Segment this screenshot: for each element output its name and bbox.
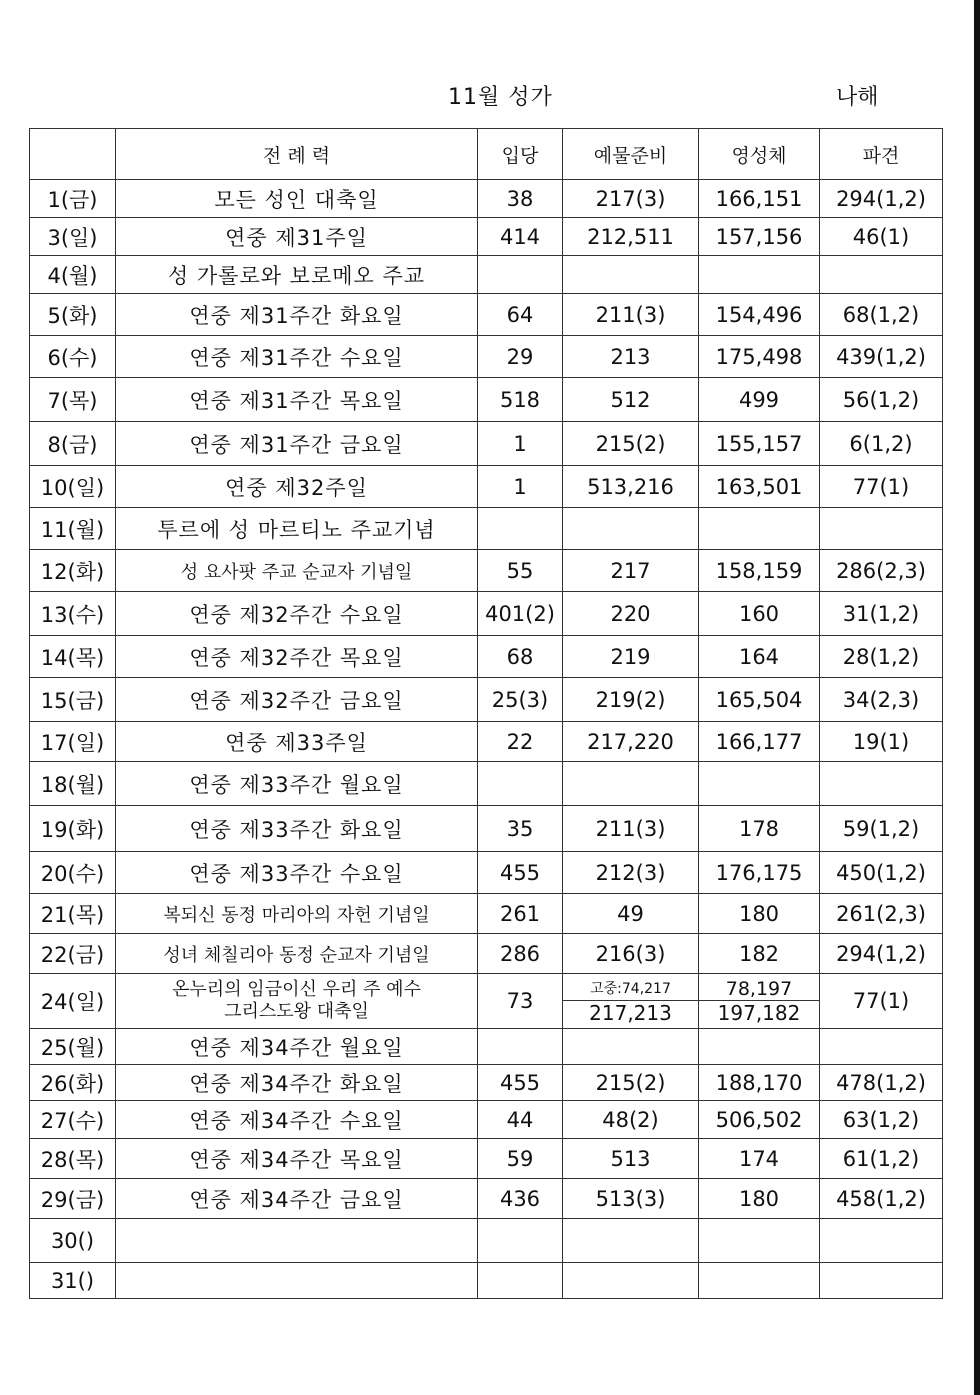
liturgy-cell: 성 가롤로와 보로메오 주교 xyxy=(116,256,478,294)
offertory-cell: 220 xyxy=(563,592,699,636)
offertory-cell: 513(3) xyxy=(563,1179,699,1219)
date-cell: 14(목) xyxy=(30,636,116,678)
entrance-cell: 73 xyxy=(478,974,563,1029)
date-cell: 26(화) xyxy=(30,1065,116,1101)
hymn-schedule-table xyxy=(29,128,943,1299)
communion-cell: 178 xyxy=(699,806,820,852)
table-row xyxy=(30,1263,943,1299)
offertory-cell: 215(2) xyxy=(563,422,699,466)
date-cell: 12(화) xyxy=(30,550,116,592)
offertory-cell: 217 xyxy=(563,550,699,592)
communion-cell: 174 xyxy=(699,1139,820,1179)
entrance-cell: 455 xyxy=(478,1065,563,1101)
entrance-cell: 55 xyxy=(478,550,563,592)
liturgy-cell: 성녀 체칠리아 동정 순교자 기념일 xyxy=(116,934,478,974)
offertory-cell xyxy=(563,256,699,294)
date-cell: 13(수) xyxy=(30,592,116,636)
page-edge xyxy=(974,0,980,1395)
table-row xyxy=(30,294,943,336)
dismissal-cell: 28(1,2) xyxy=(820,636,943,678)
table-row xyxy=(30,550,943,592)
liturgy-cell: 연중 제34주간 월요일 xyxy=(116,1029,478,1065)
table-row xyxy=(30,1179,943,1219)
communion-cell: 166,151 xyxy=(699,180,820,218)
offertory-cell xyxy=(563,1263,699,1299)
liturgy-cell: 연중 제33주간 수요일 xyxy=(116,852,478,894)
communion-cell: 163,501 xyxy=(699,466,820,508)
dismissal-cell: 68(1,2) xyxy=(820,294,943,336)
liturgy-cell xyxy=(116,1263,478,1299)
liturgy-cell: 연중 제34주간 목요일 xyxy=(116,1139,478,1179)
date-cell: 10(일) xyxy=(30,466,116,508)
offertory-cell: 219(2) xyxy=(563,678,699,722)
date-cell: 31() xyxy=(30,1263,116,1299)
date-cell: 1(금) xyxy=(30,180,116,218)
dismissal-cell xyxy=(820,256,943,294)
communion-cell: 499 xyxy=(699,378,820,422)
offertory-cell xyxy=(563,508,699,550)
table-row xyxy=(30,894,943,934)
communion-cell xyxy=(699,974,820,1029)
table-row xyxy=(30,1101,943,1139)
offertory-cell: 513 xyxy=(563,1139,699,1179)
dismissal-cell: 77(1) xyxy=(820,466,943,508)
communion-cell xyxy=(699,508,820,550)
table-row xyxy=(30,806,943,852)
dismissal-cell: 56(1,2) xyxy=(820,378,943,422)
communion-cell: 166,177 xyxy=(699,722,820,762)
table-row xyxy=(30,256,943,294)
liturgy-cell: 성 요사팟 주교 순교자 기념일 xyxy=(116,550,478,592)
dismissal-cell: 458(1,2) xyxy=(820,1179,943,1219)
liturgy-cell: 연중 제32주간 금요일 xyxy=(116,678,478,722)
header-date xyxy=(30,129,116,180)
date-cell: 4(월) xyxy=(30,256,116,294)
liturgy-cell xyxy=(116,1219,478,1263)
offertory-cell: 212(3) xyxy=(563,852,699,894)
communion-cell: 165,504 xyxy=(699,678,820,722)
liturgy-cell xyxy=(116,974,478,1029)
dismissal-cell: 439(1,2) xyxy=(820,336,943,378)
page-title: 11월 성가 xyxy=(448,85,553,110)
communion-cell: 182 xyxy=(699,934,820,974)
date-cell: 28(목) xyxy=(30,1139,116,1179)
offertory-cell: 213 xyxy=(563,336,699,378)
liturgy-cell: 연중 제31주간 화요일 xyxy=(116,294,478,336)
communion-cell: 175,498 xyxy=(699,336,820,378)
table-row xyxy=(30,180,943,218)
communion-cell xyxy=(699,1263,820,1299)
offertory-cell xyxy=(563,762,699,806)
communion-cell: 164 xyxy=(699,636,820,678)
liturgy-cell: 연중 제34주간 금요일 xyxy=(116,1179,478,1219)
communion-cell: 160 xyxy=(699,592,820,636)
table-row xyxy=(30,422,943,466)
offertory-bottom: 217,213 xyxy=(589,1000,672,1025)
table-row xyxy=(30,508,943,550)
offertory-cell xyxy=(563,1029,699,1065)
communion-cell xyxy=(699,1219,820,1263)
table-row xyxy=(30,934,943,974)
dismissal-cell xyxy=(820,762,943,806)
entrance-cell xyxy=(478,256,563,294)
table-row xyxy=(30,1219,943,1263)
table-row xyxy=(30,722,943,762)
entrance-cell: 436 xyxy=(478,1179,563,1219)
date-cell: 27(수) xyxy=(30,1101,116,1139)
date-cell: 11(월) xyxy=(30,508,116,550)
table-row-special xyxy=(30,974,943,1029)
dismissal-cell: 294(1,2) xyxy=(820,180,943,218)
dismissal-cell xyxy=(820,1029,943,1065)
offertory-cell: 215(2) xyxy=(563,1065,699,1101)
entrance-cell: 261 xyxy=(478,894,563,934)
dismissal-cell: 46(1) xyxy=(820,218,943,256)
date-cell: 29(금) xyxy=(30,1179,116,1219)
date-cell: 24(일) xyxy=(30,974,116,1029)
dismissal-cell: 478(1,2) xyxy=(820,1065,943,1101)
table-row xyxy=(30,378,943,422)
table-row xyxy=(30,466,943,508)
offertory-cell: 211(3) xyxy=(563,294,699,336)
entrance-cell xyxy=(478,1219,563,1263)
dismissal-cell: 77(1) xyxy=(820,974,943,1029)
header-liturgy: 전 례 력 xyxy=(116,129,478,180)
entrance-cell: 25(3) xyxy=(478,678,563,722)
table-row xyxy=(30,636,943,678)
liturgy-cell: 모든 성인 대축일 xyxy=(116,180,478,218)
offertory-cell xyxy=(563,1219,699,1263)
table-row xyxy=(30,1065,943,1101)
dismissal-cell: 6(1,2) xyxy=(820,422,943,466)
liturgy-line-1: 온누리의 임금이신 우리 주 예수 xyxy=(172,979,421,1000)
offertory-cell: 219 xyxy=(563,636,699,678)
communion-top: 78,197 xyxy=(699,978,819,1001)
dismissal-cell: 59(1,2) xyxy=(820,806,943,852)
entrance-cell: 518 xyxy=(478,378,563,422)
table-row xyxy=(30,678,943,722)
dismissal-cell xyxy=(820,1263,943,1299)
offertory-cell xyxy=(563,974,699,1029)
offertory-cell: 48(2) xyxy=(563,1101,699,1139)
communion-cell: 154,496 xyxy=(699,294,820,336)
entrance-cell: 35 xyxy=(478,806,563,852)
entrance-cell: 286 xyxy=(478,934,563,974)
dismissal-cell: 34(2,3) xyxy=(820,678,943,722)
table-row xyxy=(30,592,943,636)
date-cell: 22(금) xyxy=(30,934,116,974)
dismissal-cell: 261(2,3) xyxy=(820,894,943,934)
entrance-cell: 455 xyxy=(478,852,563,894)
offertory-top: 고중:74,217 xyxy=(563,978,698,1001)
offertory-cell: 212,511 xyxy=(563,218,699,256)
communion-cell: 155,157 xyxy=(699,422,820,466)
communion-cell: 506,502 xyxy=(699,1101,820,1139)
entrance-cell xyxy=(478,762,563,806)
entrance-cell: 414 xyxy=(478,218,563,256)
liturgy-cell: 연중 제31주간 수요일 xyxy=(116,336,478,378)
entrance-cell: 1 xyxy=(478,466,563,508)
entrance-cell: 68 xyxy=(478,636,563,678)
entrance-cell: 1 xyxy=(478,422,563,466)
communion-cell xyxy=(699,1029,820,1065)
date-cell: 3(일) xyxy=(30,218,116,256)
communion-cell xyxy=(699,762,820,806)
offertory-cell: 216(3) xyxy=(563,934,699,974)
communion-cell: 157,156 xyxy=(699,218,820,256)
entrance-cell: 44 xyxy=(478,1101,563,1139)
table-row xyxy=(30,762,943,806)
header-offertory: 예물준비 xyxy=(563,129,699,180)
table-header-row xyxy=(30,129,943,180)
dismissal-cell: 286(2,3) xyxy=(820,550,943,592)
date-cell: 25(월) xyxy=(30,1029,116,1065)
dismissal-cell: 31(1,2) xyxy=(820,592,943,636)
communion-cell: 180 xyxy=(699,1179,820,1219)
liturgy-cell: 연중 제31주일 xyxy=(116,218,478,256)
offertory-cell: 49 xyxy=(563,894,699,934)
dismissal-cell xyxy=(820,1219,943,1263)
liturgy-cell: 연중 제34주간 수요일 xyxy=(116,1101,478,1139)
liturgy-cell: 복되신 동정 마리아의 자헌 기념일 xyxy=(116,894,478,934)
year-cycle-label: 나해 xyxy=(836,85,879,110)
entrance-cell: 64 xyxy=(478,294,563,336)
communion-bottom: 197,182 xyxy=(717,1000,801,1025)
liturgy-cell: 연중 제33주일 xyxy=(116,722,478,762)
dismissal-cell xyxy=(820,508,943,550)
dismissal-cell: 294(1,2) xyxy=(820,934,943,974)
entrance-cell: 38 xyxy=(478,180,563,218)
liturgy-cell: 연중 제31주간 목요일 xyxy=(116,378,478,422)
liturgy-cell: 연중 제33주간 월요일 xyxy=(116,762,478,806)
header-dismissal: 파견 xyxy=(820,129,943,180)
header-communion: 영성체 xyxy=(699,129,820,180)
offertory-cell: 211(3) xyxy=(563,806,699,852)
entrance-cell xyxy=(478,1029,563,1065)
date-cell: 8(금) xyxy=(30,422,116,466)
liturgy-line-2: 그리스도왕 대축일 xyxy=(224,1001,369,1022)
liturgy-cell: 연중 제32주일 xyxy=(116,466,478,508)
entrance-cell xyxy=(478,508,563,550)
date-cell: 15(금) xyxy=(30,678,116,722)
date-cell: 30() xyxy=(30,1219,116,1263)
date-cell: 7(목) xyxy=(30,378,116,422)
date-cell: 5(화) xyxy=(30,294,116,336)
table-row xyxy=(30,852,943,894)
date-cell: 6(수) xyxy=(30,336,116,378)
offertory-cell: 217,220 xyxy=(563,722,699,762)
dismissal-cell: 63(1,2) xyxy=(820,1101,943,1139)
entrance-cell: 22 xyxy=(478,722,563,762)
liturgy-cell: 연중 제31주간 금요일 xyxy=(116,422,478,466)
offertory-cell: 512 xyxy=(563,378,699,422)
offertory-cell: 217(3) xyxy=(563,180,699,218)
entrance-cell: 59 xyxy=(478,1139,563,1179)
communion-cell: 176,175 xyxy=(699,852,820,894)
date-cell: 19(화) xyxy=(30,806,116,852)
liturgy-cell: 연중 제33주간 화요일 xyxy=(116,806,478,852)
communion-cell: 158,159 xyxy=(699,550,820,592)
liturgy-cell: 투르에 성 마르티노 주교기념 xyxy=(116,508,478,550)
entrance-cell xyxy=(478,1263,563,1299)
entrance-cell: 29 xyxy=(478,336,563,378)
table-row xyxy=(30,336,943,378)
dismissal-cell: 450(1,2) xyxy=(820,852,943,894)
header-entrance: 입당 xyxy=(478,129,563,180)
date-cell: 21(목) xyxy=(30,894,116,934)
date-cell: 17(일) xyxy=(30,722,116,762)
offertory-cell: 513,216 xyxy=(563,466,699,508)
liturgy-cell: 연중 제34주간 화요일 xyxy=(116,1065,478,1101)
dismissal-cell: 19(1) xyxy=(820,722,943,762)
date-cell: 18(월) xyxy=(30,762,116,806)
liturgy-cell: 연중 제32주간 목요일 xyxy=(116,636,478,678)
table-row xyxy=(30,1029,943,1065)
communion-cell: 180 xyxy=(699,894,820,934)
date-cell: 20(수) xyxy=(30,852,116,894)
communion-cell xyxy=(699,256,820,294)
communion-cell: 188,170 xyxy=(699,1065,820,1101)
dismissal-cell: 61(1,2) xyxy=(820,1139,943,1179)
entrance-cell: 401(2) xyxy=(478,592,563,636)
liturgy-cell: 연중 제32주간 수요일 xyxy=(116,592,478,636)
table-row xyxy=(30,1139,943,1179)
table-row xyxy=(30,218,943,256)
